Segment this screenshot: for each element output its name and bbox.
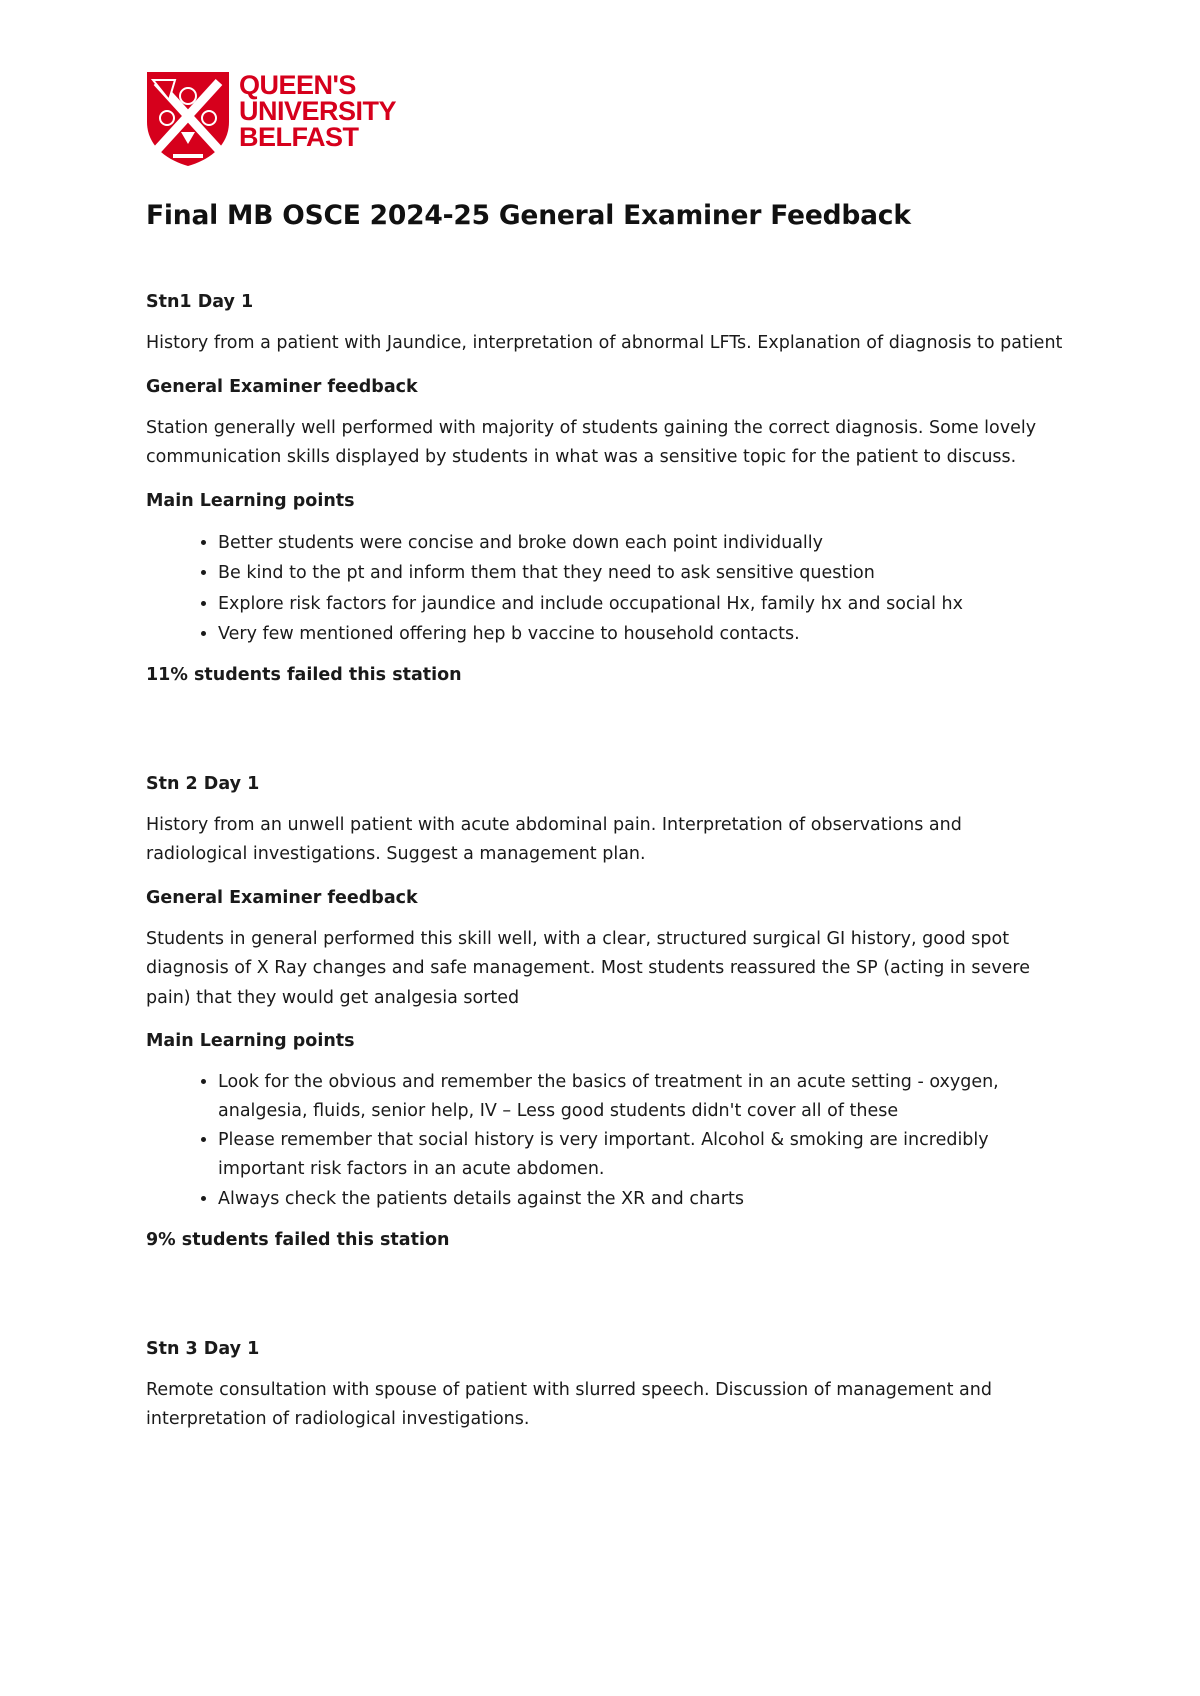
learning-points-list xyxy=(146,1068,1066,1215)
learning-points-list xyxy=(146,528,1066,650)
list-item: • Better students were concise and broke down each point individually xyxy=(218,528,1066,559)
learning-points-heading: Main Learning points xyxy=(146,490,355,511)
list-item: • Explore risk factors for jaundice and include occupational Hx, family hx and social hx xyxy=(218,589,1066,620)
university-logo xyxy=(145,70,396,170)
list-item: • Please remember that social history is very important. Alcohol & smoking are incredibly important risk factors in an acute abdomen. xyxy=(218,1126,1066,1184)
station-heading: Stn1 Day 1 xyxy=(146,292,254,312)
fail-rate-text: 11% students failed this station xyxy=(146,664,462,685)
learning-points-heading: Main Learning points xyxy=(146,1031,355,1051)
logo-line-3: BELFAST xyxy=(239,122,359,152)
logo-line-2: UNIVERSITY xyxy=(239,96,397,126)
station-3-section xyxy=(146,1333,1066,1435)
list-item: • Very few mentioned offering hep b vaccine to household contacts. xyxy=(218,619,1066,650)
station-description: History from an unwell patient with acute abdominal pain. Interpretation of observations and radiological investigations. Suggest a management plan. xyxy=(146,814,962,864)
fail-rate-text: 9% students failed this station xyxy=(146,1229,450,1250)
station-heading: Stn 2 Day 1 xyxy=(146,773,260,794)
document-body xyxy=(146,194,1066,1435)
station-2-section xyxy=(146,768,1066,1253)
station-description: History from a patient with Jaundice, interpretation of abnormal LFTs. Explanation of diagnosis to patient xyxy=(146,333,1063,353)
logo-line-1: QUEEN'S xyxy=(239,70,356,100)
station-heading: Stn 3 Day 1 xyxy=(146,1338,260,1359)
university-crest-icon xyxy=(145,70,231,168)
feedback-text: Students in general performed this skill well, with a clear, structured surgical GI history, good spot diagnosis of X Ray changes and safe management. Most students reassured the SP (acting in severe pain) that they would get analgesia sorted xyxy=(146,928,1030,1008)
university-name xyxy=(239,72,396,150)
list-item: • Be kind to the pt and inform them that they need to ask sensitive question xyxy=(218,558,1066,589)
list-item: • Look for the obvious and remember the basics of treatment in an acute setting - oxygen, analgesia, fluids, senior help, IV – Less good students didn't cover all of these xyxy=(218,1068,1066,1126)
list-item: • Always check the patients details against the XR and charts xyxy=(218,1184,1066,1215)
station-1-section xyxy=(146,286,1066,688)
feedback-text: Station generally well performed with majority of students gaining the correct diagnosis. Some lovely communication skills displayed by students in what was a sensitive topic for the patient to discuss. xyxy=(146,417,1037,467)
page-title: Final MB OSCE 2024-25 General Examiner Feedback xyxy=(146,200,911,231)
station-description: Remote consultation with spouse of patient with slurred speech. Discussion of management and interpretation of radiological investigations. xyxy=(146,1379,992,1429)
feedback-heading: General Examiner feedback xyxy=(146,376,418,397)
feedback-heading: General Examiner feedback xyxy=(146,887,418,908)
